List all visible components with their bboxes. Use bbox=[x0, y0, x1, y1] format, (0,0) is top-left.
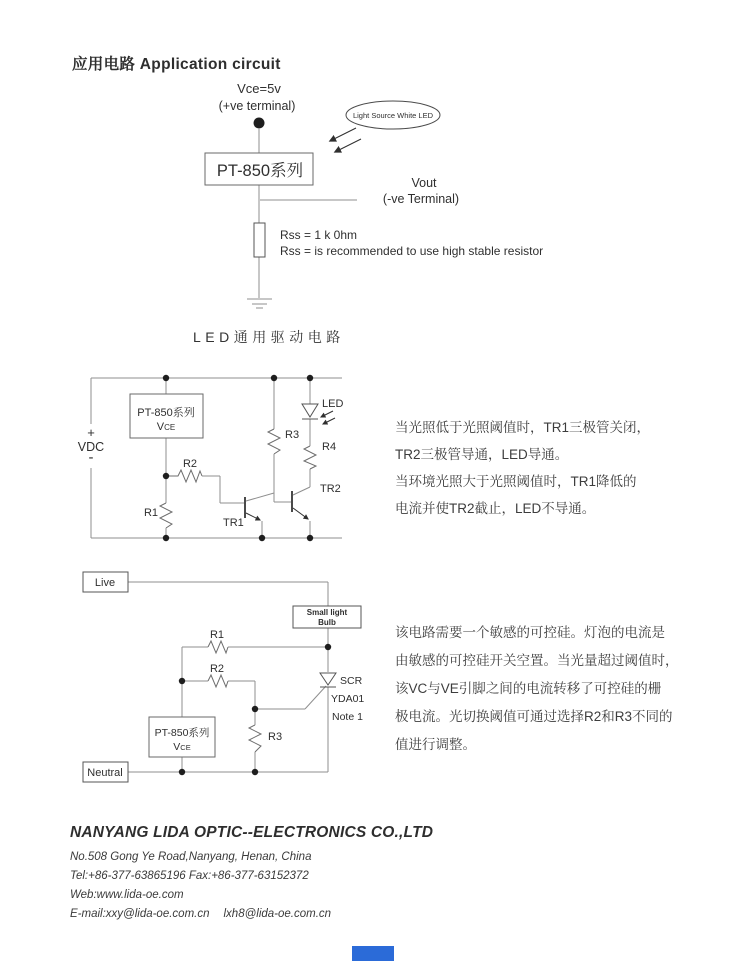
rss-note-label: Rss = is recommended to use high stable resistor bbox=[280, 244, 544, 258]
live-label: Live bbox=[94, 577, 116, 589]
led-label: LED bbox=[322, 398, 344, 410]
supply-node-dot bbox=[254, 118, 265, 129]
vdc-plus-label: + bbox=[87, 425, 95, 440]
r2-label: R2 bbox=[209, 663, 225, 675]
vce-label: VCE bbox=[156, 421, 176, 433]
description-line: 电流并使TR2截止，LED不导通。 bbox=[395, 501, 596, 516]
r4-label: R4 bbox=[322, 441, 337, 453]
company-tel-fax: Tel:+86-377-63865196 Fax:+86-377-63152372 bbox=[70, 870, 309, 882]
ground-icon bbox=[247, 299, 272, 308]
r2-resistor bbox=[166, 470, 202, 482]
r1-label: R1 bbox=[209, 629, 225, 641]
r3-label: R3 bbox=[285, 429, 300, 441]
description-line: 值进行调整。 bbox=[395, 737, 476, 752]
r1-resistor bbox=[160, 503, 172, 528]
vcc-label: Vce=5v bbox=[237, 81, 281, 96]
r3-label: R3 bbox=[268, 731, 283, 743]
description-line: TR2三极管导通，LED导通。 bbox=[395, 447, 569, 462]
pt850-label: PT-850系列 bbox=[154, 727, 210, 739]
vdc-label: VDC bbox=[77, 440, 105, 454]
circuit3-resistors bbox=[208, 641, 261, 752]
r1-label: R1 bbox=[143, 507, 158, 519]
vout-terminal-label: (-ve Terminal) bbox=[382, 192, 460, 206]
tr1-label: TR1 bbox=[223, 517, 244, 529]
scr-circuit-description bbox=[395, 619, 735, 759]
tr2-transistor bbox=[292, 487, 310, 519]
circuit2-wires bbox=[88, 378, 342, 538]
scr-label-line3: Note 1 bbox=[332, 711, 363, 723]
description-line: 该电路需要一个敏感的可控硅。灯泡的电流是 bbox=[395, 625, 665, 640]
description-line: 由敏感的可控硅开关空置。当光量超过阈值时， bbox=[395, 653, 679, 668]
r4-resistor bbox=[304, 446, 316, 469]
company-email-line bbox=[70, 908, 433, 920]
pt850-label: PT-850系列 bbox=[137, 407, 195, 419]
vce-label: VCE bbox=[173, 741, 191, 753]
r3-resistor bbox=[249, 725, 261, 752]
vdc-minus-label: - bbox=[88, 449, 94, 466]
light-source-label: Light Source White LED bbox=[352, 111, 434, 120]
neutral-label: Neutral bbox=[87, 767, 123, 779]
bulb-label-line2: Bulb bbox=[318, 618, 336, 627]
application-circuit bbox=[205, 81, 543, 308]
company-email-2: lxh8@lida-oe.com.cn bbox=[223, 908, 332, 920]
light-arrow-icon bbox=[335, 139, 361, 152]
page-title: 应用电路 Application circuit bbox=[72, 56, 281, 73]
led-driver-heading: LED通用驱动电路 bbox=[193, 329, 345, 345]
scr-label-line1: SCR bbox=[340, 675, 363, 687]
company-address: No.508 Gong Ye Road,Nanyang, Henan, China bbox=[70, 851, 312, 863]
description-line: 该VC与VE引脚之间的电流转移了可控硅的栅 bbox=[395, 681, 662, 696]
led-driver-description bbox=[395, 414, 725, 522]
description-line: 当光照低于光照阈值时，TR1三极管关闭， bbox=[395, 420, 651, 435]
company-name: NANYANG LIDA OPTIC--ELECTRONICS CO.,LTD bbox=[70, 824, 434, 841]
r2-label: R2 bbox=[182, 458, 198, 470]
scr-label-line2: YDA01 bbox=[331, 693, 365, 705]
vout-label: Vout bbox=[411, 176, 437, 190]
vcc-terminal-label: (+ve terminal) bbox=[218, 99, 296, 113]
description-line: 当环境光照大于光照阈值时，TR1降低的 bbox=[395, 474, 637, 489]
rss-resistor bbox=[254, 223, 265, 257]
rss-value-label: Rss = 1 k 0hm bbox=[280, 228, 358, 242]
footer-blue-mark bbox=[352, 946, 394, 961]
led-driver-circuit bbox=[78, 375, 344, 541]
r3-resistor bbox=[268, 429, 280, 454]
tr1-transistor bbox=[245, 493, 274, 520]
light-arrow-icon bbox=[330, 128, 356, 141]
bulb-label-line1: Small light bbox=[306, 608, 348, 617]
scr-icon bbox=[320, 673, 336, 687]
scr-circuit bbox=[83, 572, 364, 782]
r2-resistor bbox=[208, 675, 228, 687]
company-web: Web:www.lida-oe.com bbox=[70, 889, 184, 901]
tr2-label: TR2 bbox=[320, 483, 341, 495]
light-arrows bbox=[330, 128, 361, 152]
company-email-1: E-mail:xxy@lida-oe.com.cn bbox=[70, 908, 210, 920]
circuit2-resistors bbox=[160, 429, 316, 528]
pt850-label: PT-850系列 bbox=[216, 162, 304, 180]
description-line: 极电流。光切换阈值可通过选择R2和R3不同的 bbox=[395, 709, 673, 724]
company-footer bbox=[70, 824, 433, 927]
r1-resistor bbox=[208, 641, 228, 653]
